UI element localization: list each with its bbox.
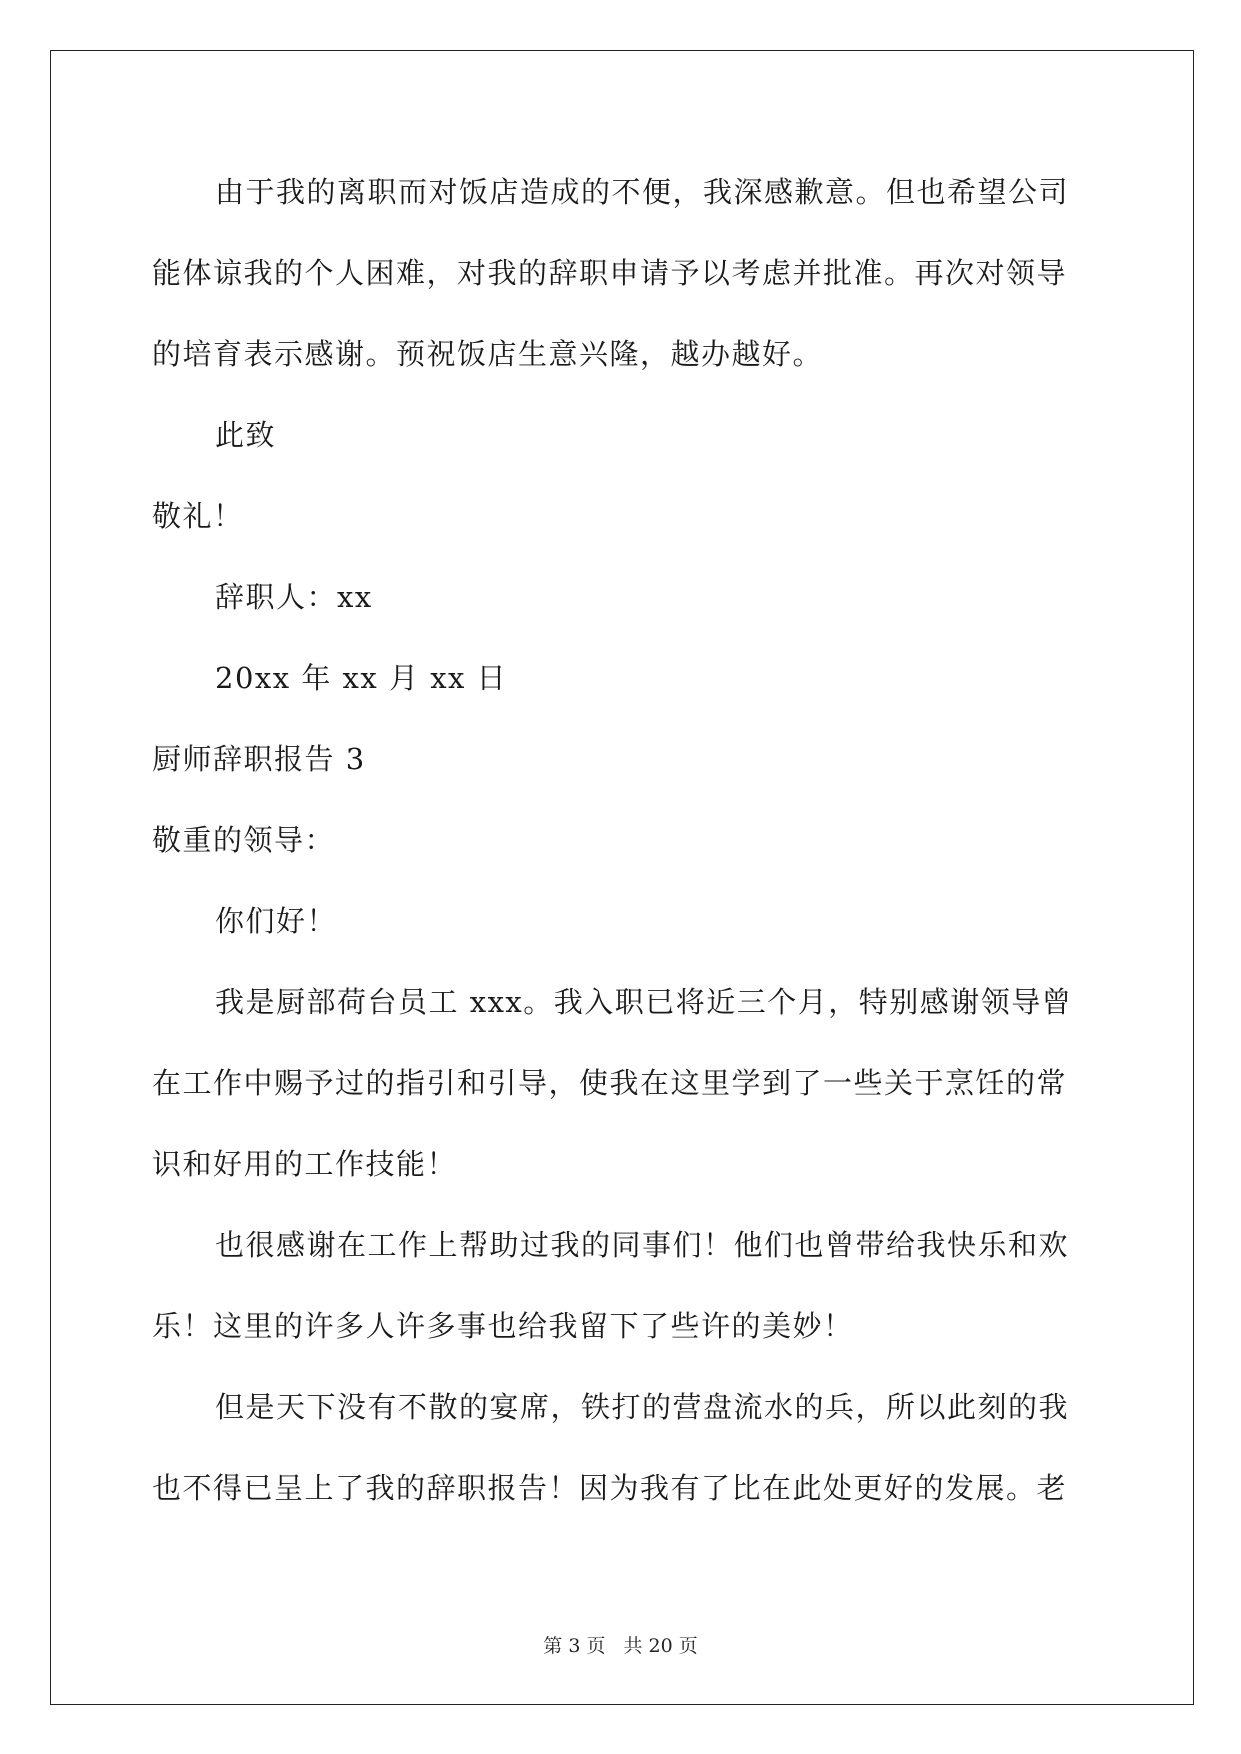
greeting: 你们好！ — [215, 904, 338, 938]
page-border — [50, 50, 1194, 1705]
page-total: 共 20 页 — [623, 1635, 698, 1657]
paragraph-line: 也不得已呈上了我的辞职报告！因为我有了比在此处更好的发展。老 — [152, 1471, 1068, 1505]
section-title: 厨师辞职报告 3 — [152, 742, 366, 776]
paragraph-line: 也很感谢在工作上帮助过我的同事们！他们也曾带给我快乐和欢 — [215, 1228, 1070, 1262]
page-footer — [0, 1634, 1241, 1658]
paragraph-line: 识和好用的工作技能！ — [152, 1147, 458, 1181]
closing-salutation: 此致 — [215, 418, 277, 452]
paragraph-line: 但是天下没有不散的宴席，铁打的营盘流水的兵，所以此刻的我 — [215, 1390, 1070, 1424]
page-number: 第 3 页 — [543, 1635, 606, 1657]
closing-regards: 敬礼！ — [152, 499, 244, 533]
paragraph-line: 我是厨部荷台员工 xxx。我入职已将近三个月，特别感谢领导曾 — [215, 985, 1073, 1019]
greeting-recipient: 敬重的领导： — [152, 823, 336, 857]
signature-date: 20xx 年 xx 月 xx 日 — [215, 661, 508, 695]
paragraph-line: 的培育表示感谢。预祝饭店生意兴隆，越办越好。 — [152, 337, 824, 371]
paragraph-line: 由于我的离职而对饭店造成的不便，我深感歉意。但也希望公司 — [215, 175, 1070, 209]
paragraph-line: 能体谅我的个人困难，对我的辞职申请予以考虑并批准。再次对领导 — [152, 256, 1068, 290]
paragraph-line: 乐！这里的许多人许多事也给我留下了些许的美妙！ — [152, 1309, 854, 1343]
paragraph-line: 在工作中赐予过的指引和引导，使我在这里学到了一些关于烹饪的常 — [152, 1066, 1068, 1100]
signature-name: 辞职人：xx — [215, 580, 373, 614]
